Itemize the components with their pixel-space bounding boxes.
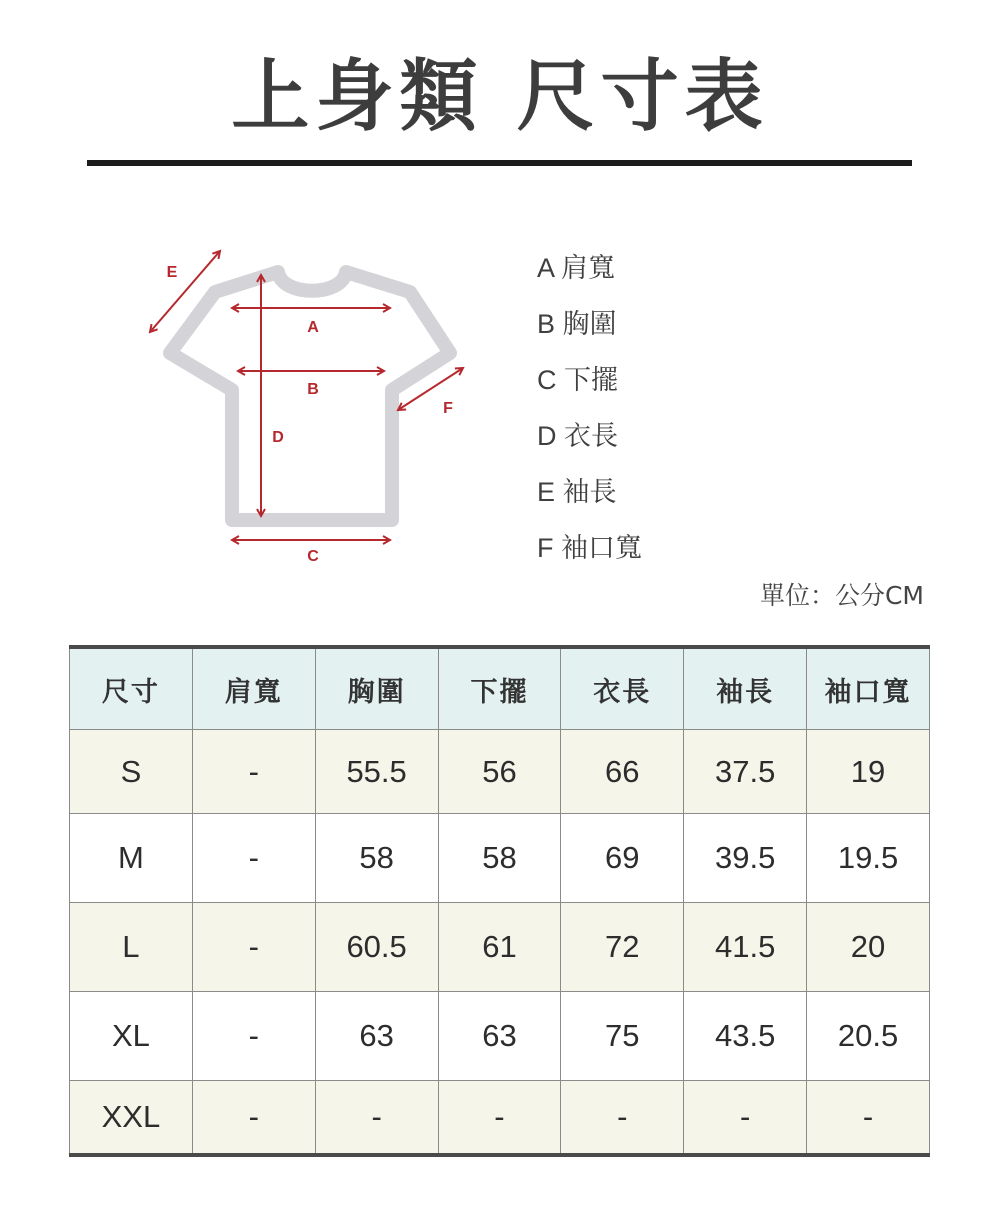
table-cell: 39.5: [684, 814, 807, 903]
table-cell: 19.5: [807, 814, 930, 903]
column-header: 袖口寬: [807, 647, 930, 730]
column-header: 袖長: [684, 647, 807, 730]
legend-label: 肩寬: [561, 253, 616, 283]
label-a: A: [307, 319, 319, 336]
table-cell: -: [438, 1081, 561, 1156]
label-e: E: [166, 264, 178, 281]
table-cell: 56: [438, 730, 561, 814]
table-row: [70, 730, 930, 814]
table-cell: -: [192, 814, 315, 903]
unit-note: 單位：公分CM: [759, 581, 924, 610]
table-cell: 63: [315, 992, 438, 1081]
table-cell: 37.5: [684, 730, 807, 814]
legend-item: [537, 528, 642, 584]
table-cell: -: [807, 1081, 930, 1156]
table-row: [70, 814, 930, 903]
legend-item: [537, 472, 642, 528]
table-cell: XXL: [70, 1081, 193, 1156]
column-header: 尺寸: [70, 647, 193, 730]
legend-label: 下擺: [564, 365, 619, 395]
table-cell: S: [70, 730, 193, 814]
table-row: [70, 903, 930, 992]
legend-code: A: [537, 253, 554, 283]
legend-item: [537, 248, 642, 304]
table-cell: M: [70, 814, 193, 903]
table-cell: 41.5: [684, 903, 807, 992]
table-cell: 58: [438, 814, 561, 903]
page-title: 上身類 尺寸表: [231, 52, 769, 142]
table-cell: 43.5: [684, 992, 807, 1081]
title-divider: [87, 160, 912, 166]
legend-code: C: [537, 365, 557, 395]
table-row: [70, 992, 930, 1081]
label-f: F: [443, 400, 453, 417]
column-header: 衣長: [561, 647, 684, 730]
legend-code: E: [537, 477, 556, 507]
table-cell: -: [315, 1081, 438, 1156]
legend-label: 袖口寬: [561, 533, 643, 563]
measurement-legend: [537, 248, 642, 584]
legend-code: B: [537, 309, 556, 339]
legend-code: F: [537, 533, 554, 563]
table-cell: -: [684, 1081, 807, 1156]
table-cell: 72: [561, 903, 684, 992]
label-c: C: [307, 548, 319, 565]
table-cell: 60.5: [315, 903, 438, 992]
legend-label: 胸圍: [562, 309, 617, 339]
table-cell: 69: [561, 814, 684, 903]
legend-item: [537, 416, 642, 472]
table-cell: XL: [70, 992, 193, 1081]
legend-code: D: [537, 421, 557, 451]
tshirt-measurement-diagram: [130, 235, 480, 575]
table-cell: 75: [561, 992, 684, 1081]
table-cell: -: [192, 1081, 315, 1156]
table-cell: -: [192, 903, 315, 992]
legend-label: 袖長: [562, 477, 617, 507]
legend-item: [537, 304, 642, 360]
size-table: [69, 645, 930, 1157]
legend-label: 衣長: [564, 421, 619, 451]
table-cell: 20: [807, 903, 930, 992]
table-cell: 66: [561, 730, 684, 814]
table-cell: 63: [438, 992, 561, 1081]
table-header-row: [70, 647, 930, 730]
label-d: D: [272, 429, 284, 446]
table-cell: L: [70, 903, 193, 992]
table-cell: -: [561, 1081, 684, 1156]
table-cell: 58: [315, 814, 438, 903]
column-header: 肩寬: [192, 647, 315, 730]
table-cell: 55.5: [315, 730, 438, 814]
column-header: 胸圍: [315, 647, 438, 730]
legend-item: [537, 360, 642, 416]
table-cell: 19: [807, 730, 930, 814]
table-row: [70, 1081, 930, 1156]
label-b: B: [307, 381, 319, 398]
table-cell: 20.5: [807, 992, 930, 1081]
table-cell: 61: [438, 903, 561, 992]
table-cell: -: [192, 992, 315, 1081]
column-header: 下擺: [438, 647, 561, 730]
table-cell: -: [192, 730, 315, 814]
